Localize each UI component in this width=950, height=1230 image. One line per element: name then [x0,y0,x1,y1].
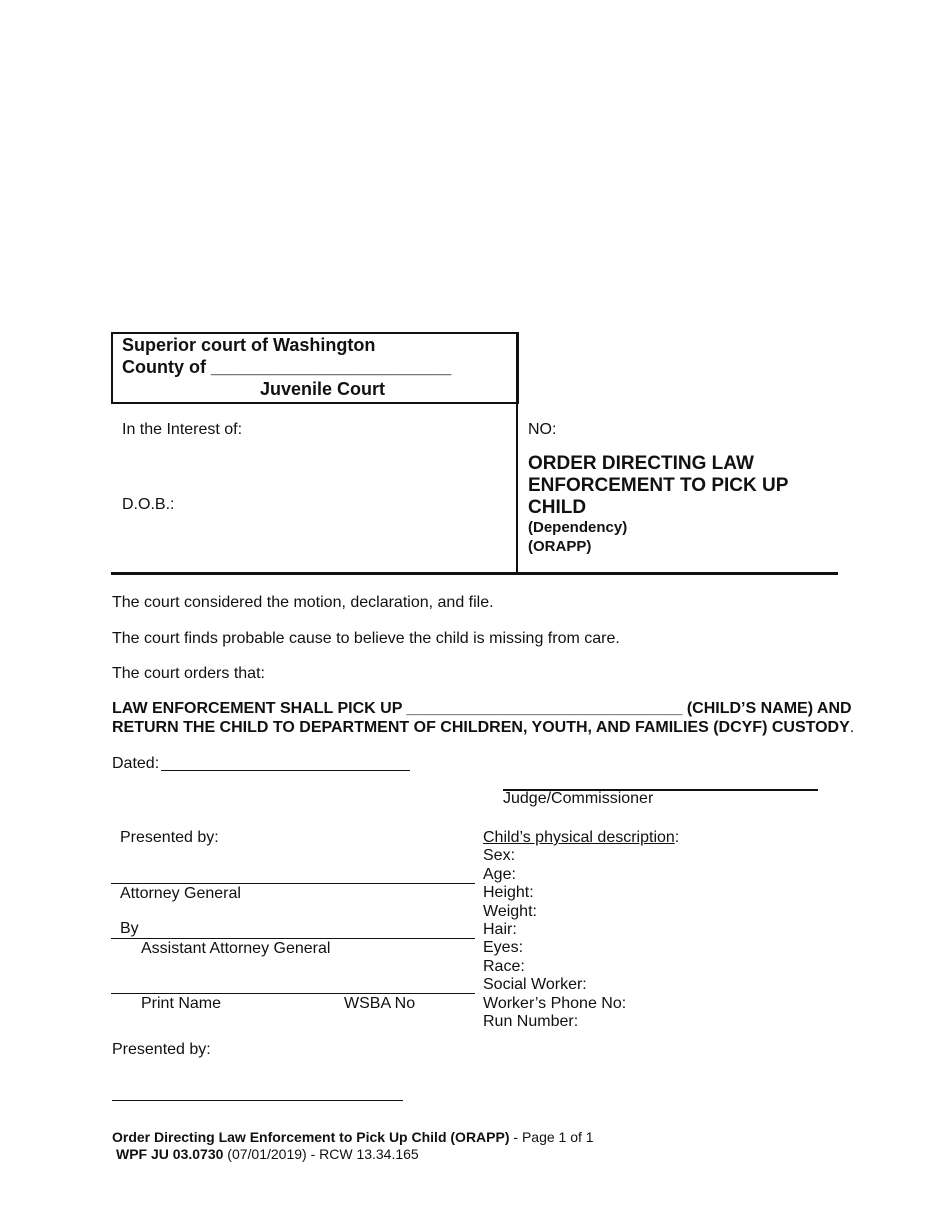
presented-by-label: Presented by: [120,829,219,846]
assistant-ag-signature-line[interactable] [111,938,475,939]
field-eyes: Eyes: [483,939,524,957]
caption-bottom-rule [111,572,838,575]
dated-field-line[interactable] [161,770,410,771]
by-label: By [120,920,139,937]
paragraph-considered: The court considered the motion, declaration, and file. [112,594,494,611]
field-social-worker: Social Worker: [483,976,587,994]
judge-commissioner-label: Judge/Commissioner [503,790,654,807]
county-line [122,357,451,378]
document-subtitle-code: (ORAPP) [528,538,592,555]
field-height: Height: [483,884,534,902]
field-hair: Hair: [483,921,517,939]
order-line-2-text: RETURN THE CHILD TO DEPARTMENT OF CHILDREN, YOUTH, AND FAMILIES (DCYF) CUSTODY [112,719,850,736]
print-name-label: Print Name [141,995,222,1012]
child-description-heading: Child’s physical description: [483,829,680,846]
footer-form-rest: (07/01/2019) - RCW 13.34.165 [223,1146,419,1162]
juvenile-court-label: Juvenile Court [260,379,386,399]
footer-form-line [116,1146,419,1162]
field-run-number: Run Number: [483,1013,579,1031]
footer-title-line [112,1129,594,1145]
child-physical-description [483,829,679,1031]
attorney-general-label: Attorney General [120,885,241,902]
paragraph-finds: The court finds probable cause to believe the child is missing from care. [112,630,620,647]
document-title: ORDER DIRECTING LAW ENFORCEMENT TO PICK UP CHILD [528,453,789,518]
field-weight: Weight: [483,902,537,920]
print-name-line[interactable] [111,993,475,994]
document-subtitle-dependency: (Dependency) [528,519,628,536]
case-number-label: NO: [528,421,557,438]
order-period: . [849,719,855,736]
order-line-1: LAW ENFORCEMENT SHALL PICK UP _______________________________ (CHILD’S NAME) AND [112,700,852,717]
footer-title: Order Directing Law Enforcement to Pick Up Child (ORAPP) [112,1129,510,1145]
county-blank[interactable]: ________________________ [211,357,452,377]
field-race: Race: [483,957,525,975]
dated-label: Dated: [112,755,160,772]
assistant-ag-label: Assistant Attorney General [141,940,331,957]
wsba-number-label: WSBA No [344,995,416,1012]
paragraph-orders: The court orders that: [112,665,265,682]
presented-by-label-2: Presented by: [112,1041,211,1058]
field-sex: Sex: [483,847,516,865]
footer-page: - Page 1 of 1 [509,1129,594,1145]
caption-divider [516,332,518,575]
footer-form-id: WPF JU 03.0730 [116,1146,224,1162]
bottom-signature-line[interactable] [112,1100,403,1101]
field-age: Age: [483,865,516,883]
court-title: Superior court of Washington [122,335,376,355]
attorney-general-line[interactable] [111,883,475,884]
order-line-2 [112,719,854,737]
dob-label: D.O.B.: [122,496,175,513]
in-the-interest-label: In the Interest of: [122,421,243,438]
county-label: County of [122,357,206,377]
field-worker-phone: Worker’s Phone No: [483,994,627,1012]
